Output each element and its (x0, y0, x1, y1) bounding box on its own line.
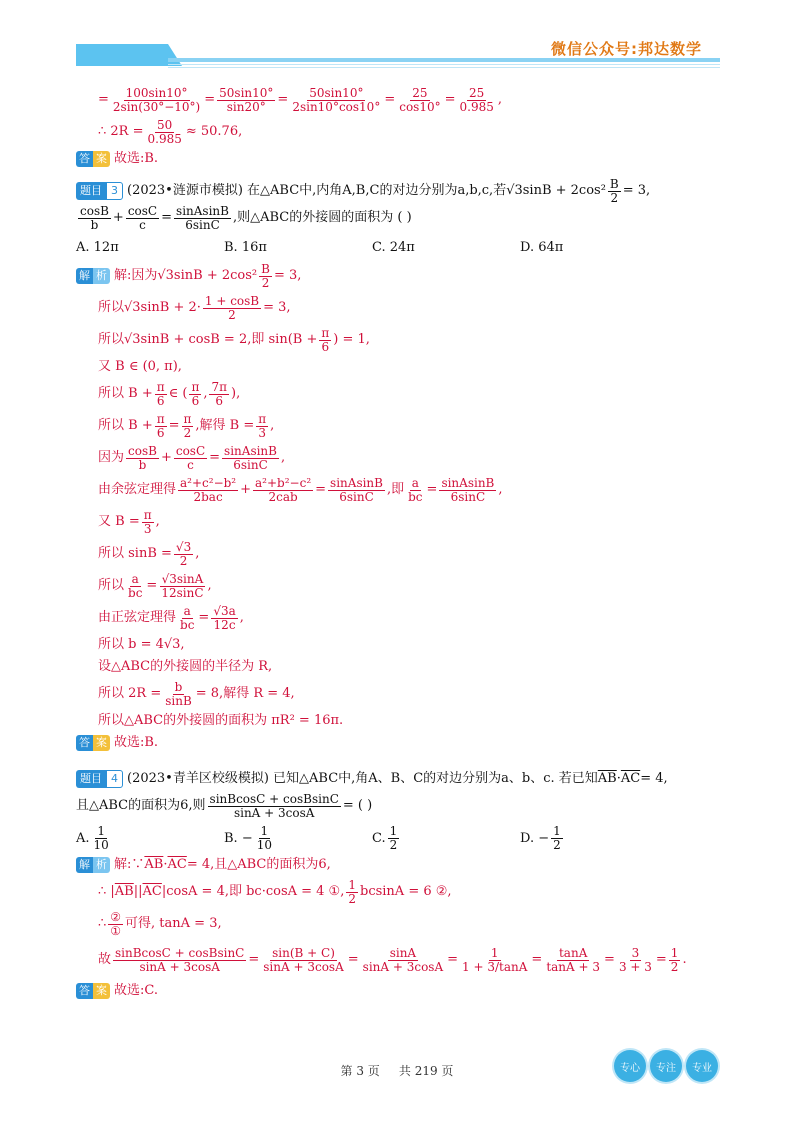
prev-answer: 答 案 故选:B. (76, 148, 726, 170)
q4-option-d: D. − $\frac{1}{2}$ (520, 823, 561, 852)
prev-eq2: ∴ 2R = $\frac{50}{0.985}$ ≈ 50.76, (98, 117, 243, 146)
q3-label: 题目 3 (76, 182, 123, 200)
header-title: 微信公众号:邦达数学 (551, 40, 702, 58)
q3-sol-6: 所以 B + $\frac{\pi}{6}$ = $\frac{\pi}{2}$ ,解得 B = $\frac{\pi}{3}$ , (98, 411, 275, 440)
q4-sol-3: ∴ $\frac{\text{②}}{\text{①}}$ 可得, tanA = 3, (98, 909, 222, 938)
page-header (0, 0, 794, 80)
badge-zhuanxin: 专心 (614, 1050, 646, 1082)
q4-option-c: C. $\frac{1}{2}$ (372, 823, 398, 852)
answer-badge: 答 案 (76, 983, 110, 999)
q3-sol-3: 所以√3sinB + cosB = 2,即 sin(B + $\frac{\pi}{6}$ ) = 1, (98, 325, 370, 354)
q3-sol-9: 又 B = $\frac{\pi}{3}$ , (98, 507, 160, 536)
badge-zhuanzhu: 专注 (650, 1050, 682, 1082)
q4-line1: 题目 4 (2023•青羊区校级模拟) 已知△ABC中,角A、B、C的对边分别为a、b、c. 若已知 $\overline{AB}$ · $\overline{AC}$ = 4, (76, 768, 726, 790)
q3-sol-1: 解 析 解:因为√3sinB + 2cos² $\frac{B}{2}$ = 3, (76, 260, 726, 292)
q4-options (76, 822, 726, 854)
q3-sol-10: 所以 sinB = $\frac{√3}{2}$ , (98, 539, 200, 568)
page-number: 第 3 页 (340, 1064, 380, 1078)
q3-option-b: B. 16π (224, 239, 267, 255)
q3-answer: 答 案 故选:B. (76, 732, 726, 754)
q4-line2: 且△ABC的面积为6,则 $\frac{\text{sinBcosC + cosBsinC}}{\sin A + 3\cos A}$ = ( ) (76, 791, 373, 820)
q4-answer: 答 案 故选:C. (76, 980, 726, 1002)
q3-sol-11: 所以 $\frac{a}{bc}$ = $\frac{√3\sin A}{12\sin C}$ , (98, 571, 212, 600)
answer-badge: 答 案 (76, 151, 110, 167)
q3-sol-8: 由余弦定理得 $\frac{\text{a²+c²−b²}}{\text{2bac}}$ + $\frac{\text{a²+b²−c²}}{\text{2cab}}$ = $\frac{\text{sinAsinB}}{6\sin C}$ ,即 $\frac{a}{bc}$ = $\frac{\text{sinAsinB}}{6\sin C}$ , (98, 475, 503, 504)
q4-option-a: A. $\frac{1}{10}$ (76, 823, 109, 852)
q3-option-c: C. 24π (372, 239, 415, 255)
q3-sol-16: 所以△ABC的外接圆的面积为 πR² = 16π. (98, 713, 344, 728)
q3-sol-5: 所以 B + $\frac{\pi}{6}$ ∈ ( $\frac{\pi}{6}$ , $\frac{7\pi}{6}$ ), (98, 379, 241, 408)
prev-eq1: = $\frac{100\sin 10^\circ}{2\sin(30^\circ-10^\circ)}$ = $\frac{50\sin 10^\circ}{\sin 20^\circ}$ = $\frac{50\sin 10^\circ}{2\sin 10^\circ\cos 10^\circ}$ = $\frac{25}{\cos 10^\circ}$ = $\frac{25}{0.985}$ , (98, 85, 503, 114)
q3-options (76, 234, 726, 260)
q4-sol-1: 解 析 解:∵ $\overline{AB}$ · $\overline{AC}$ = 4,且△ABC的面积为6, (76, 854, 726, 876)
q3-line1: 题目 3 (2023•涟源市模拟) 在△ABC中,内角A,B,C的对边分别为a,b,c,若√3sinB + 2cos² $\frac{B}{2}$ = 3, (76, 180, 726, 202)
q3-line2: $\frac{\cos B}{b}$ + $\frac{\cos C}{c}$ = $\frac{\text{sinAsinB}}{6\sin C}$ ,则△ABC的外接圆的面积为 ( ) (80, 203, 412, 232)
solution-badge: 解 析 (76, 857, 110, 873)
q3-sol-12: 由正弦定理得 $\frac{a}{bc}$ = $\frac{√3a}{12c}$ , (98, 603, 244, 632)
q3-sol-2: 所以√3sinB + 2· $\frac{1 + \cos B}{2}$ = 3, (98, 293, 291, 322)
page-total: 共 219 页 (398, 1064, 454, 1078)
q3-option-d: D. 64π (520, 239, 564, 255)
footer-badges (614, 1050, 718, 1082)
solution-badge: 解 析 (76, 268, 110, 284)
page-content (76, 84, 726, 1002)
answer-badge: 答 案 (76, 735, 110, 751)
q4-label: 题目 4 (76, 770, 123, 788)
q3-option-a: A. 12π (76, 239, 119, 255)
badge-zhuanye: 专业 (686, 1050, 718, 1082)
q3-sol-7: 因为 $\frac{\cos B}{b}$ + $\frac{\cos C}{c}$ = $\frac{\text{sinAsinB}}{6\sin C}$ , (98, 443, 286, 472)
q4-sol-2: ∴ | $\overline{AB}$ || $\overline{AC}$ |cosA = 4,即 bc·cosA = 4 ①, $\frac{1}{2}$ bcsinA = 6 ②, (98, 877, 452, 906)
q4-sol-4: 故 $\frac{\text{sinBcosC + cosBsinC}}{\sin A + 3\cos A}$ = $\frac{\sin(B + C)}{\sin A + 3\cos A}$ = $\frac{\sin A}{\sin A + 3\cos A}$ = $\frac{1}{1 + 3/\tan A}$ = $\frac{\tan A}{\tan A + 3}$ = $\frac{3}{3 + 3}$ = $\frac{1}{2}$ . (98, 945, 687, 974)
q3-sol-4: 又 B ∈ (0, π), (98, 359, 182, 374)
q3-sol-15: 所以 2R = $\frac{b}{\sin B}$ = 8,解得 R = 4, (98, 679, 295, 708)
q3-sol-14: 设△ABC的外接圆的半径为 R, (98, 659, 273, 674)
q3-sol-13: 所以 b = 4√3, (98, 637, 185, 652)
q4-option-b: B. − $\frac{1}{10}$ (224, 823, 272, 852)
